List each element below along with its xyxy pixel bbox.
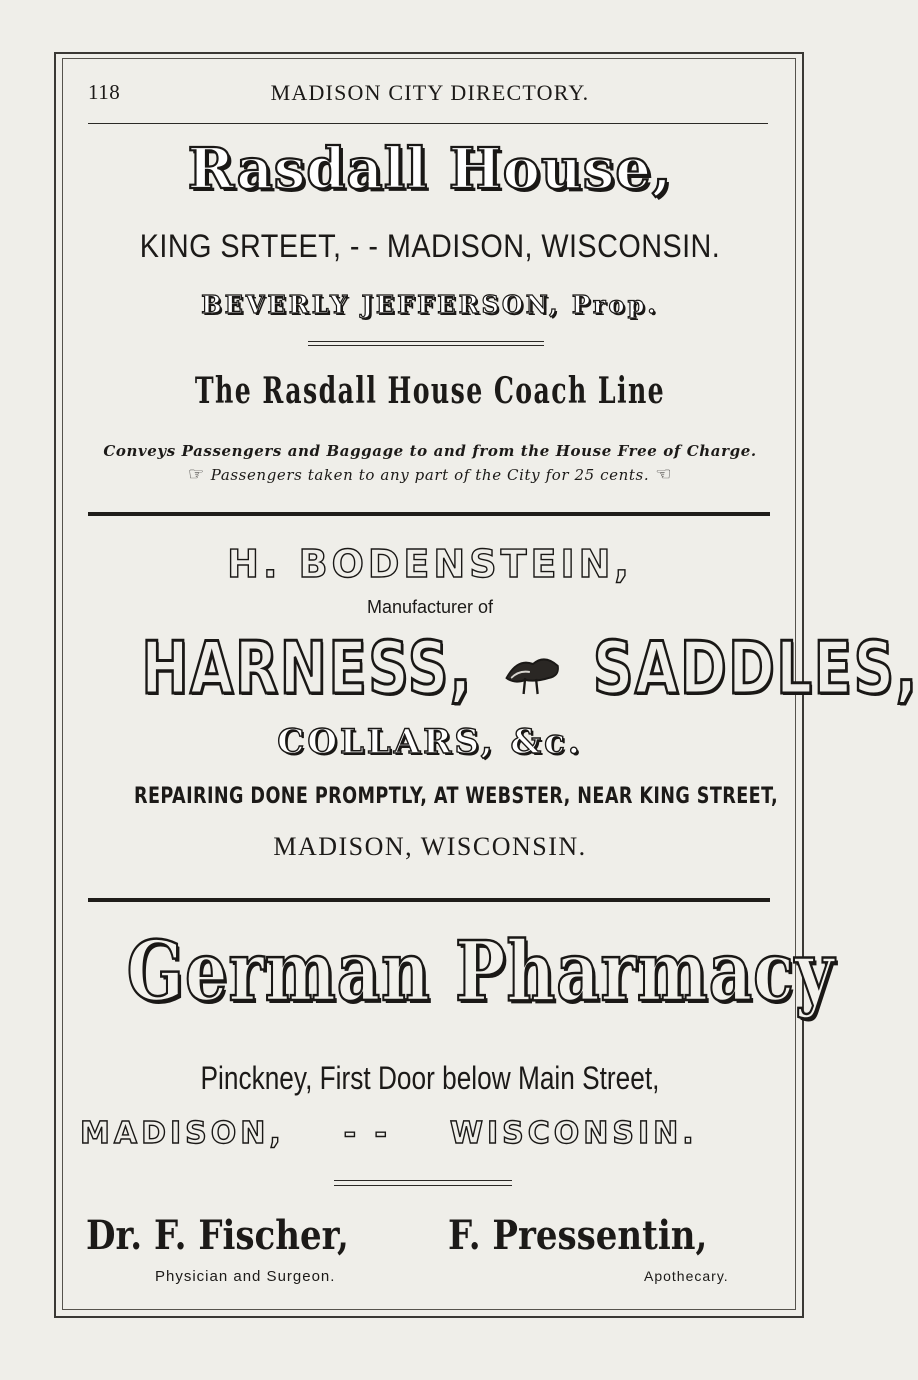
pharmacy-title: German Pharmacy	[126, 924, 835, 1020]
pharmacy-city-right: WISCONSIN.	[449, 1116, 698, 1151]
pharmacy-address: Pinckney, First Door below Main Street,	[200, 1060, 660, 1096]
pharmacy-city-left: MADISON,	[80, 1116, 285, 1151]
pharmacy-city-dashes: - -	[343, 1116, 392, 1151]
bodenstein-name: H. BODENSTEIN,	[227, 542, 633, 586]
rasdall-house-proprietor: BEVERLY JEFFERSON, Prop.	[201, 290, 659, 319]
bodenstein-manufacturer: Manufacturer of	[366, 597, 494, 617]
rasdall-house-address: KING SRTEET, - - MADISON, WISCONSIN.	[139, 228, 721, 264]
rasdall-house-name: Rasdall House,	[187, 136, 673, 202]
page-number: 118	[88, 80, 121, 104]
fischer-role: Physician and Surgeon.	[155, 1268, 336, 1285]
section-divider-2	[88, 898, 770, 902]
pointing-hand-right-icon: ☞	[188, 464, 205, 485]
rasdall-divider	[308, 341, 544, 346]
pointing-hand-left-icon: ☜	[655, 464, 672, 485]
coach-line-conveys: Conveys Passengers and Baggage to and from the House Free of Charge.	[103, 442, 757, 460]
coach-line-title: The Rasdall House Coach Line	[194, 370, 666, 412]
pressentin-name: F. Pressentin,	[448, 1212, 708, 1259]
pharmacy-city	[80, 1116, 780, 1151]
bodenstein-repairing: REPAIRING DONE PROMPTLY, AT WEBSTER, NEAR KING STREET,	[134, 784, 779, 809]
saddle-icon	[502, 631, 564, 715]
fischer-name: Dr. F. Fischer,	[86, 1212, 349, 1259]
section-divider-1	[88, 512, 770, 516]
harness-text: HARNESS,	[141, 626, 473, 710]
bodenstein-harness-saddles	[141, 626, 918, 715]
saddles-text: SADDLES,	[592, 626, 918, 710]
running-head: MADISON CITY DIRECTORY.	[270, 80, 590, 105]
bodenstein-city: MADISON, WISCONSIN.	[273, 832, 587, 861]
coach-line-passengers	[60, 464, 800, 485]
bodenstein-collars: COLLARS, &c.	[277, 722, 583, 762]
pressentin-role: Apothecary.	[644, 1268, 729, 1284]
pharmacy-divider	[334, 1180, 512, 1186]
coach-line-passengers-text: Passengers taken to any part of the City for 25 cents.	[210, 466, 650, 484]
header-rule	[88, 123, 768, 124]
